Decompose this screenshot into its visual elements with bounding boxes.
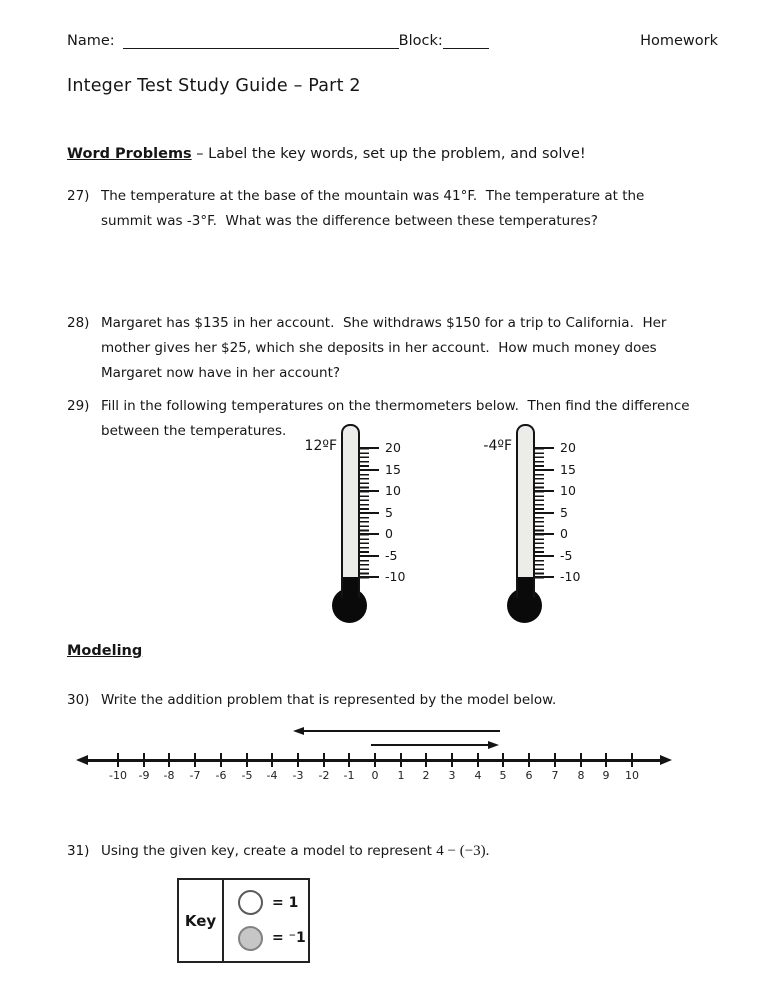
problem-28-number: 28) — [67, 315, 90, 331]
problem-28-line-3: Margaret now have in her account? — [101, 365, 341, 381]
positive-counter-value: = 1 — [272, 894, 299, 911]
name-blank-line — [123, 32, 399, 49]
major-tick-5 — [535, 512, 554, 514]
key-entry-negative — [238, 926, 308, 951]
problem-28-line-1: Margaret has $135 in her account. She withdraws $150 for a trip to California. Her — [101, 315, 667, 331]
thermometer-tube — [341, 424, 360, 598]
word-problems-heading — [67, 146, 586, 162]
scale-label-15: 15 — [385, 462, 401, 477]
problem-27-number: 27) — [67, 188, 90, 204]
problem-27-text — [101, 184, 747, 234]
problem-29-line-1: Fill in the following temperatures on the thermometers below. Then find the difference — [101, 398, 690, 414]
problem-28-text — [101, 311, 747, 386]
scale-label-neg5: -5 — [560, 548, 573, 563]
problem-28-line-2: mother gives her $25, which she deposits in her account. How much money does — [101, 340, 657, 356]
major-tick-20 — [535, 447, 554, 449]
scale-label-5: 5 — [385, 505, 393, 520]
nl-tick-3: 3 — [439, 753, 465, 782]
model-arrow-left-line — [304, 730, 500, 732]
major-tick-0 — [360, 533, 379, 535]
scale-label-5: 5 — [560, 505, 568, 520]
negative-counter-circle-icon — [238, 926, 263, 951]
key-box-entries — [224, 880, 308, 961]
problem-31-text — [101, 839, 747, 864]
major-tick-15 — [535, 469, 554, 471]
nl-tick-neg1: -1 — [336, 753, 362, 782]
math-expression: 4 − (−3). — [436, 843, 490, 859]
key-box-label: Key — [179, 880, 224, 961]
nl-tick-10: 10 — [619, 753, 645, 782]
problem-29-number: 29) — [67, 398, 90, 414]
problem-31-number: 31) — [67, 843, 90, 859]
page-title: Integer Test Study Guide – Part 2 — [67, 76, 361, 96]
problem-31 — [67, 839, 747, 864]
model-arrow-right-line — [371, 744, 488, 746]
problem-29-line-2: between the temperatures. — [101, 423, 287, 439]
major-tick-0 — [535, 533, 554, 535]
problem-30-text — [101, 688, 747, 713]
nl-tick-0: 0 — [362, 753, 388, 782]
axis-left-arrow-icon — [76, 755, 88, 765]
thermometer-mercury-fill — [518, 577, 533, 598]
nl-tick-neg10: -10 — [105, 753, 131, 782]
negative-counter-value: = ⁻1 — [272, 930, 306, 947]
scale-label-10: 10 — [385, 483, 401, 498]
scale-label-neg10: -10 — [385, 569, 406, 584]
nl-tick-2: 2 — [413, 753, 439, 782]
thermometer-right-reading: -4ºF — [483, 438, 512, 454]
nl-tick-1: 1 — [388, 753, 414, 782]
problem-30 — [67, 688, 747, 713]
scale-label-20: 20 — [385, 440, 401, 455]
nl-tick-7: 7 — [542, 753, 568, 782]
nl-tick-4: 4 — [465, 753, 491, 782]
block-blank-line — [443, 32, 489, 49]
nl-tick-neg3: -3 — [285, 753, 311, 782]
major-tick-neg5 — [360, 555, 379, 557]
header — [67, 32, 718, 49]
thermometer-left — [300, 424, 430, 629]
scale-label-15: 15 — [560, 462, 576, 477]
modeling-heading — [67, 643, 142, 659]
homework-label: Homework — [640, 33, 718, 49]
major-tick-15 — [360, 469, 379, 471]
word-problems-heading-label: Word Problems — [67, 146, 192, 162]
problem-28 — [67, 311, 747, 386]
nl-tick-neg7: -7 — [182, 753, 208, 782]
model-arrow-left-head-icon — [293, 727, 304, 735]
scale-label-10: 10 — [560, 483, 576, 498]
major-tick-20 — [360, 447, 379, 449]
nl-tick-neg9: -9 — [131, 753, 157, 782]
nl-tick-neg5: -5 — [234, 753, 260, 782]
nl-tick-neg6: -6 — [208, 753, 234, 782]
major-tick-10 — [360, 490, 379, 492]
nl-tick-9: 9 — [593, 753, 619, 782]
modeling-heading-label: Modeling — [67, 643, 143, 659]
nl-tick-8: 8 — [568, 753, 594, 782]
nl-tick-5: 5 — [490, 753, 516, 782]
number-line-figure — [75, 722, 687, 792]
block-label: Block: — [398, 33, 443, 49]
problem-27 — [67, 184, 747, 234]
axis-right-arrow-icon — [660, 755, 672, 765]
thermometer-left-reading: 12ºF — [304, 438, 337, 454]
name-label: Name: — [67, 33, 115, 49]
word-problems-instructions: – Label the key words, set up the problem, and solve! — [191, 146, 586, 162]
problem-27-line-2: summit was -3°F. What was the difference between these temperatures? — [101, 213, 598, 229]
major-tick-neg10 — [360, 576, 379, 578]
scale-label-0: 0 — [560, 526, 568, 541]
problem-30-line-1: Write the addition problem that is represented by the model below. — [101, 692, 557, 708]
major-tick-5 — [360, 512, 379, 514]
thermometer-mercury-fill — [343, 577, 358, 598]
key-entry-positive — [238, 890, 308, 915]
major-tick-neg10 — [535, 576, 554, 578]
major-tick-10 — [535, 490, 554, 492]
scale-label-neg10: -10 — [560, 569, 581, 584]
nl-tick-neg2: -2 — [311, 753, 337, 782]
thermometer-tube — [516, 424, 535, 598]
thermometer-right — [475, 424, 605, 629]
model-arrow-right-head-icon — [488, 741, 499, 749]
scale-label-20: 20 — [560, 440, 576, 455]
problem-30-number: 30) — [67, 692, 90, 708]
major-tick-neg5 — [535, 555, 554, 557]
nl-tick-6: 6 — [516, 753, 542, 782]
scale-label-0: 0 — [385, 526, 393, 541]
problem-27-line-1: The temperature at the base of the mountain was 41°F. The temperature at the — [101, 188, 645, 204]
key-box — [177, 878, 310, 963]
nl-tick-neg8: -8 — [156, 753, 182, 782]
scale-label-neg5: -5 — [385, 548, 398, 563]
positive-counter-circle-icon — [238, 890, 263, 915]
nl-tick-neg4: -4 — [259, 753, 285, 782]
problem-31-line-1: Using the given key, create a model to represent 4 − (−3). — [101, 843, 490, 859]
